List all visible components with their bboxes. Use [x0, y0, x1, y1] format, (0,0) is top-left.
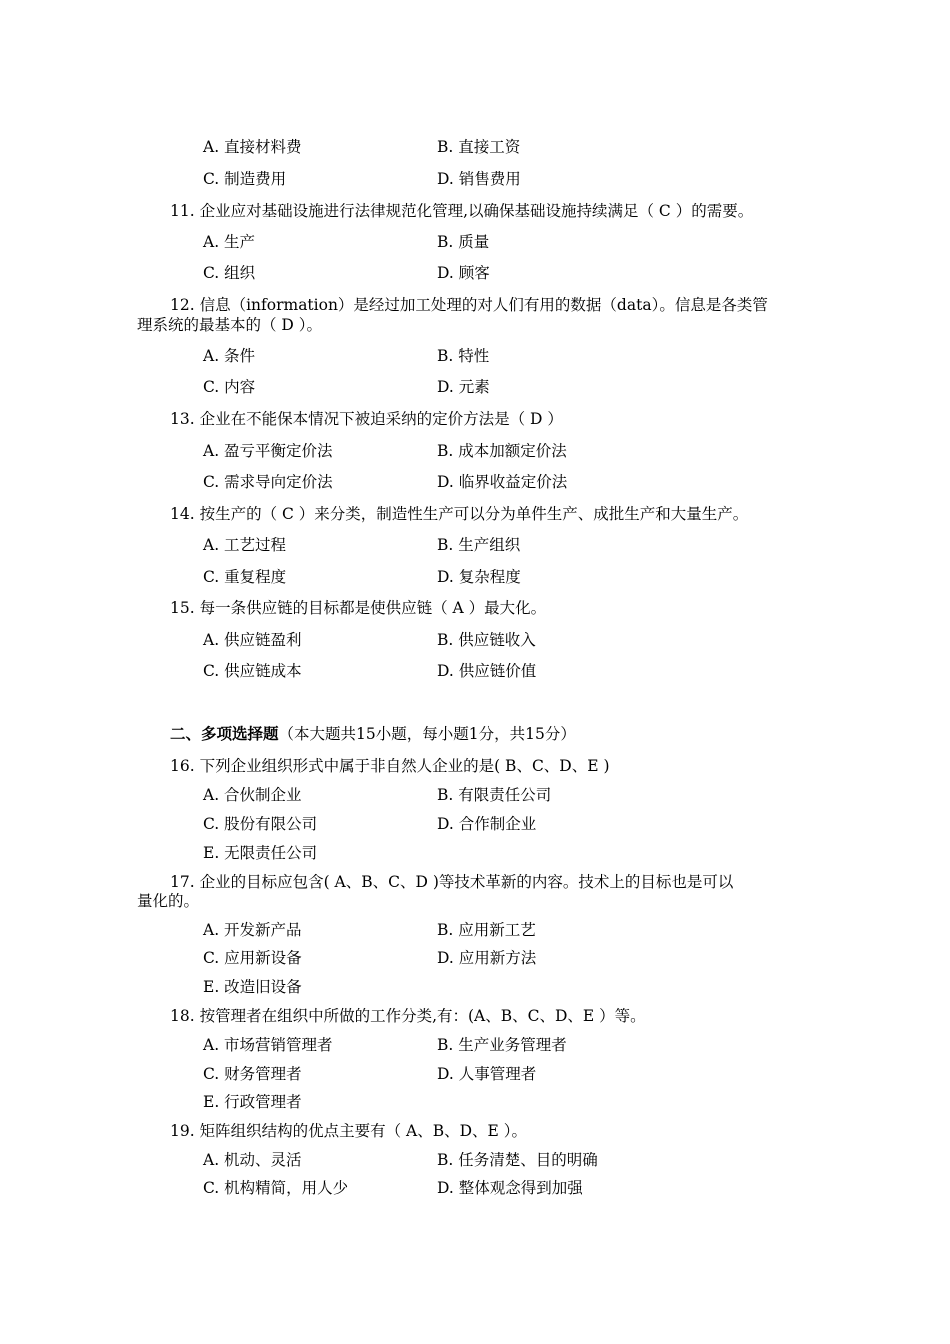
q14-option-a: A. 工艺过程 — [203, 536, 287, 554]
q17-option-b: B. 应用新工艺 — [437, 921, 536, 939]
q19-option-b: B. 任务清楚、目的明确 — [437, 1151, 598, 1169]
q17-stem: 17. 企业的目标应包含( A、B、C、D )等技术革新的内容。技术上的目标也是可以 — [170, 873, 734, 891]
q11-option-d: D. 顾客 — [437, 264, 490, 282]
q12-option-a: A. 条件 — [203, 347, 256, 365]
q14-option-b: B. 生产组织 — [437, 536, 521, 554]
q12-stem: 12. 信息（information）是经过加工处理的对人们有用的数据（data）。信息是各类管 — [170, 296, 768, 314]
q14-option-c: C. 重复程度 — [203, 568, 287, 586]
q17-option-e: E. 改造旧设备 — [203, 978, 302, 996]
q10-option-c: C. 制造费用 — [203, 170, 287, 188]
q13-option-b: B. 成本加额定价法 — [437, 442, 567, 460]
q13-option-d: D. 临界收益定价法 — [437, 473, 568, 491]
q15-option-a: A. 供应链盈利 — [203, 631, 302, 649]
section-title: 二、多项选择题 — [170, 724, 279, 743]
q10-option-b: B. 直接工资 — [437, 138, 521, 156]
q12-option-b: B. 特性 — [437, 347, 490, 365]
q19-stem: 19. 矩阵组织结构的优点主要有（ A、B、D、E ）。 — [170, 1122, 528, 1140]
q16-option-c: C. 股份有限公司 — [203, 815, 318, 833]
q13-option-c: C. 需求导向定价法 — [203, 473, 333, 491]
q16-option-a: A. 合伙制企业 — [203, 786, 302, 804]
q19-option-d: D. 整体观念得到加强 — [437, 1179, 583, 1197]
q14-option-d: D. 复杂程度 — [437, 568, 521, 586]
q17-stem-continuation: 量化的。 — [137, 892, 200, 910]
q11-option-a: A. 生产 — [203, 233, 256, 251]
q15-option-d: D. 供应链价值 — [437, 662, 537, 680]
section-heading — [170, 724, 576, 744]
q11-option-c: C. 组织 — [203, 264, 256, 282]
q15-stem: 15. 每一条供应链的目标都是使供应链（ A ）最大化。 — [170, 599, 547, 617]
q18-stem: 18. 按管理者在组织中所做的工作分类,有：(A、B、C、D、E ）等。 — [170, 1007, 646, 1025]
q18-option-d: D. 人事管理者 — [437, 1065, 537, 1083]
q18-option-e: E. 行政管理者 — [203, 1093, 302, 1111]
q16-stem: 16. 下列企业组织形式中属于非自然人企业的是( B、C、D、E ) — [170, 757, 610, 775]
q18-option-b: B. 生产业务管理者 — [437, 1036, 567, 1054]
q11-stem: 11. 企业应对基础设施进行法律规范化管理,以确保基础设施持续满足（ C ）的需要。 — [170, 202, 754, 220]
q17-option-d: D. 应用新方法 — [437, 949, 537, 967]
q11-option-b: B. 质量 — [437, 233, 490, 251]
section-note: （本大题共15小题，每小题1分，共15分） — [278, 725, 576, 743]
q16-option-d: D. 合作制企业 — [437, 815, 537, 833]
q12-stem-continuation: 理系统的最基本的（ D ）。 — [137, 316, 323, 334]
q15-option-c: C. 供应链成本 — [203, 662, 302, 680]
q10-option-a: A. 直接材料费 — [203, 138, 302, 156]
q15-option-b: B. 供应链收入 — [437, 631, 536, 649]
q16-option-b: B. 有限责任公司 — [437, 786, 552, 804]
q13-stem: 13. 企业在不能保本情况下被迫采纳的定价方法是（ D ） — [170, 410, 563, 428]
q19-option-a: A. 机动、灵活 — [203, 1151, 302, 1169]
q19-option-c: C. 机构精简，用人少 — [203, 1179, 349, 1197]
q12-option-d: D. 元素 — [437, 378, 490, 396]
q14-stem: 14. 按生产的（ C ）来分类，制造性生产可以分为单件生产、成批生产和大量生产。 — [170, 505, 749, 523]
q13-option-a: A. 盈亏平衡定价法 — [203, 442, 333, 460]
q18-option-c: C. 财务管理者 — [203, 1065, 302, 1083]
q18-option-a: A. 市场营销管理者 — [203, 1036, 333, 1054]
q17-option-c: C. 应用新设备 — [203, 949, 302, 967]
q10-option-d: D. 销售费用 — [437, 170, 521, 188]
q17-option-a: A. 开发新产品 — [203, 921, 302, 939]
q16-option-e: E. 无限责任公司 — [203, 844, 318, 862]
q12-option-c: C. 内容 — [203, 378, 256, 396]
